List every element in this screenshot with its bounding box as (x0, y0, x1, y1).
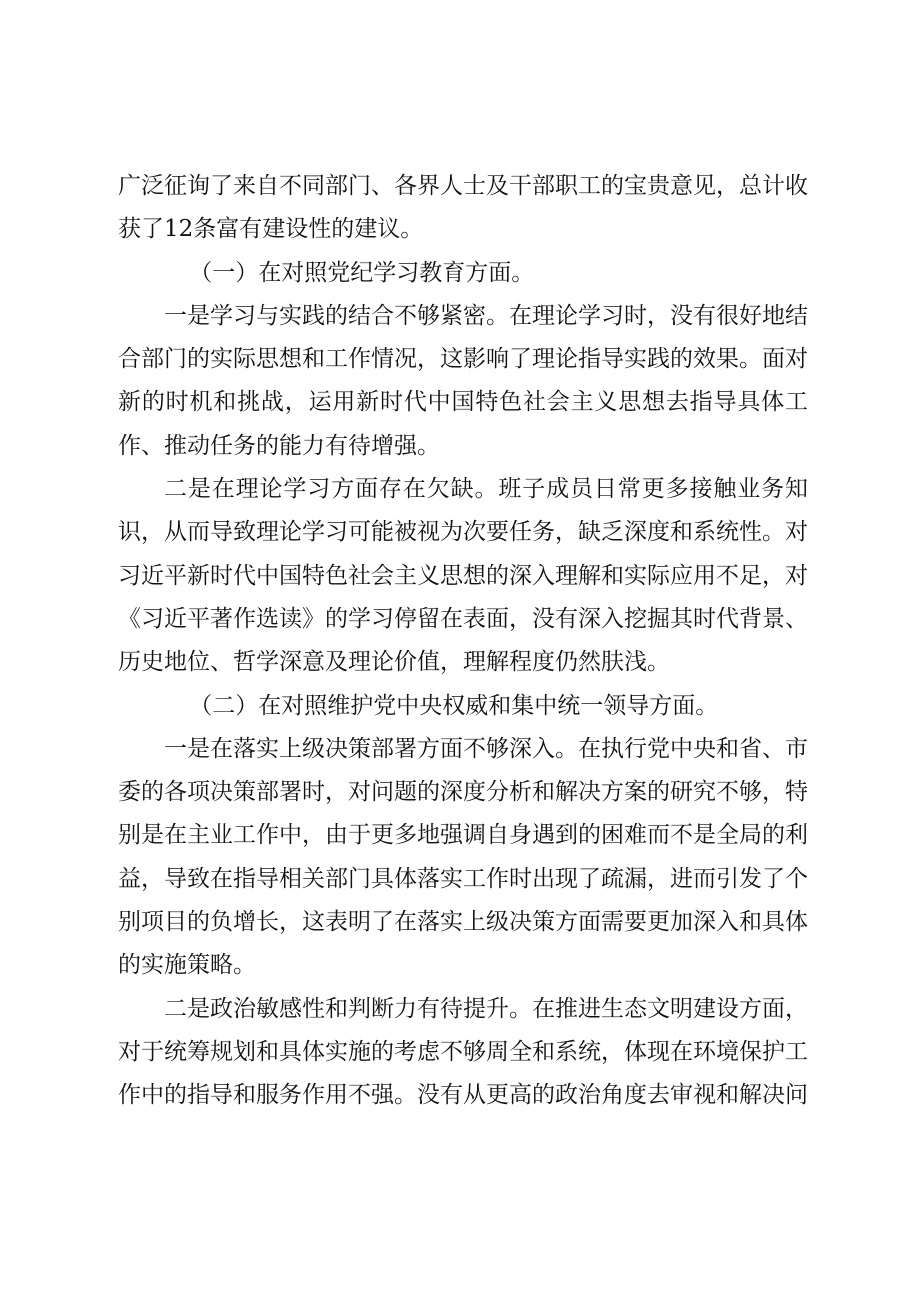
section-heading-2: （二）在对照维护党中央权威和集中统一领导方面。 (189, 692, 719, 719)
section-heading-1: （一）在对照党纪学习教育方面。 (189, 259, 535, 286)
paragraph-point-2-1: 一是在落实上级决策部署方面不够深入。在执行党中央和省、市委的各项决策部署时，对问题的深度分析和解决方案的研究不够，特别是在主业工作中，由于更多地强调自身遇到的困难而不是全局的利益，导致在指导相关部门具体落实工作时出现了疏漏，进而引发了个别项目的负增长，这表明了在落实上级决策方面需要更加深入和具体的实施策略。 (118, 735, 808, 979)
document-body (118, 165, 808, 1118)
paragraph-point-1-2: 二是在理论学习方面存在欠缺。班子成员日常更多接触业务知识，从而导致理论学习可能被视为次要任务，缺乏深度和系统性。对习近平新时代中国特色社会主义思想的深入理解和实际应用不足，对《习近平著作选读》的学习停留在表面，没有深入挖掘其时代背景、历史地位、哲学深意及理论价值，理解程度仍然肤浅。 (118, 476, 808, 676)
paragraph-point-1-1: 一是学习与实践的结合不够紧密。在理论学习时，没有很好地结合部门的实际思想和工作情况，这影响了理论指导实践的效果。面对新的时机和挑战，运用新时代中国特色社会主义思想去指导具体工作、推动任务的能力有待增强。 (118, 302, 808, 459)
paragraph-continuation: 广泛征询了来自不同部门、各界人士及干部职工的宝贵意见，总计收获了12条富有建设性的建议。 (118, 173, 808, 243)
paragraph-point-2-2: 二是政治敏感性和判断力有待提升。在推进生态文明建设方面，对于统筹规划和具体实施的考虑不够周全和系统，体现在环境保护工作中的指导和服务作用不强。没有从更高的政治角度去审视和解决问 (118, 995, 808, 1109)
